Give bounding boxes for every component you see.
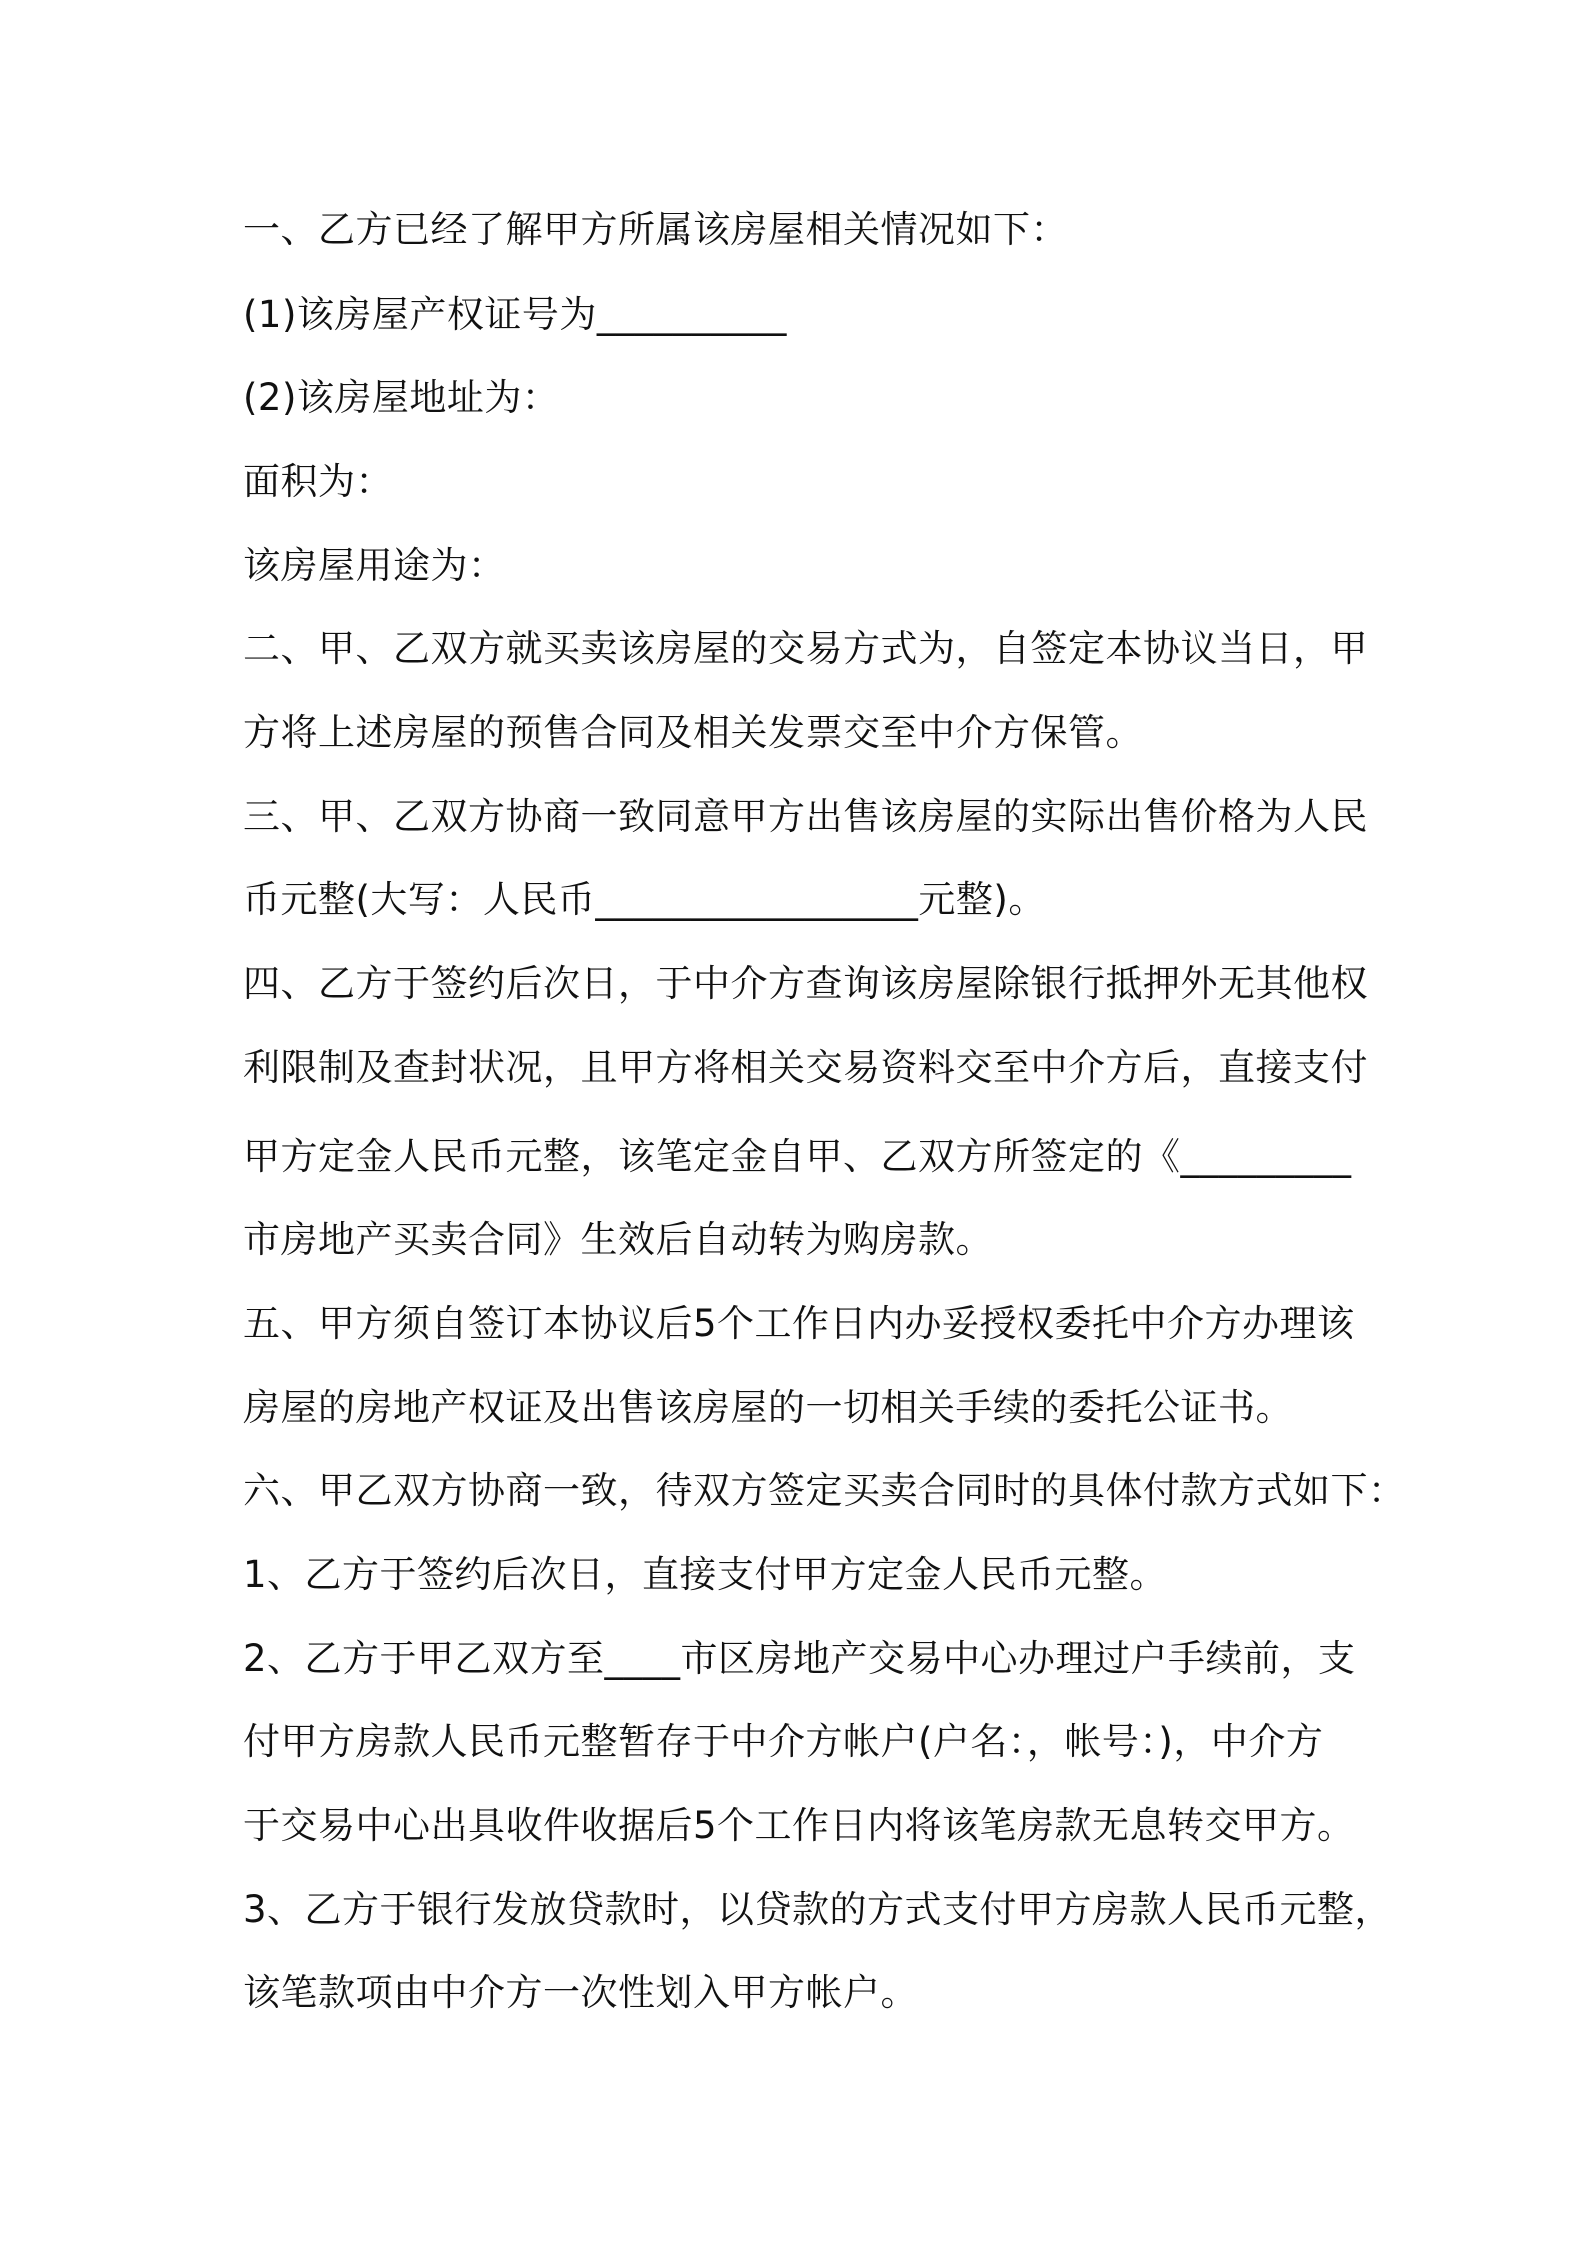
clause-4-line-1: 四、乙方于签约后次日，于中介方查询该房屋除银行抵押外无其他权 [243,962,1368,1005]
clause-3-line-1: 三、甲、乙双方协商一致同意甲方出售该房屋的实际出售价格为人民 [243,795,1368,838]
payment-item-2-line-3: 于交易中心出具收件收据后5个工作日内将该笔房款无息转交甲方。 [243,1804,1355,1847]
clause-4-line-4: 市房地产买卖合同》生效后自动转为购房款。 [243,1218,993,1261]
payment-item-1: 1、乙方于签约后次日，直接支付甲方定金人民币元整。 [243,1553,1168,1596]
clause-1-heading: 一、乙方已经了解甲方所属该房屋相关情况如下： [243,208,1068,251]
payment-item-2-line-1: 2、乙方于甲乙双方至____市区房地产交易中心办理过户手续前，支 [243,1637,1356,1680]
clause-2-line-1: 二、甲、乙双方就买卖该房屋的交易方式为，自签定本协议当日，甲 [243,627,1368,670]
clause-4-line-3: 甲方定金人民币元整，该笔定金自甲、乙双方所签定的《_________ [243,1135,1352,1178]
payment-item-3-line-1: 3、乙方于银行发放贷款时，以贷款的方式支付甲方房款人民币元整， [243,1888,1393,1931]
clause-2-line-2: 方将上述房屋的预售合同及相关发票交至中介方保管。 [243,711,1143,754]
payment-item-2-line-2: 付甲方房款人民币元整暂存于中介方帐户(户名：，帐号：)，中介方 [243,1720,1324,1763]
clause-3-line-2: 币元整(大写：人民币_________________元整)。 [243,878,1046,921]
clause-4-line-2: 利限制及查封状况，且甲方将相关交易资料交至中介方后，直接支付 [243,1046,1368,1089]
clause-6-heading: 六、甲乙双方协商一致，待双方签定买卖合同时的具体付款方式如下： [243,1469,1406,1512]
property-usage-line: 该房屋用途为： [243,544,506,587]
payment-item-3-line-2: 该笔款项由中介方一次性划入甲方帐户。 [243,1971,918,2014]
clause-5-line-2: 房屋的房地产权证及出售该房屋的一切相关手续的委托公证书。 [243,1386,1293,1429]
property-area-line: 面积为： [243,460,393,503]
clause-5-line-1: 五、甲方须自签订本协议后5个工作日内办妥授权委托中介方办理该 [243,1302,1355,1345]
property-address-line: (2)该房屋地址为： [243,376,560,419]
property-certificate-line: (1)该房屋产权证号为__________ [243,293,787,336]
